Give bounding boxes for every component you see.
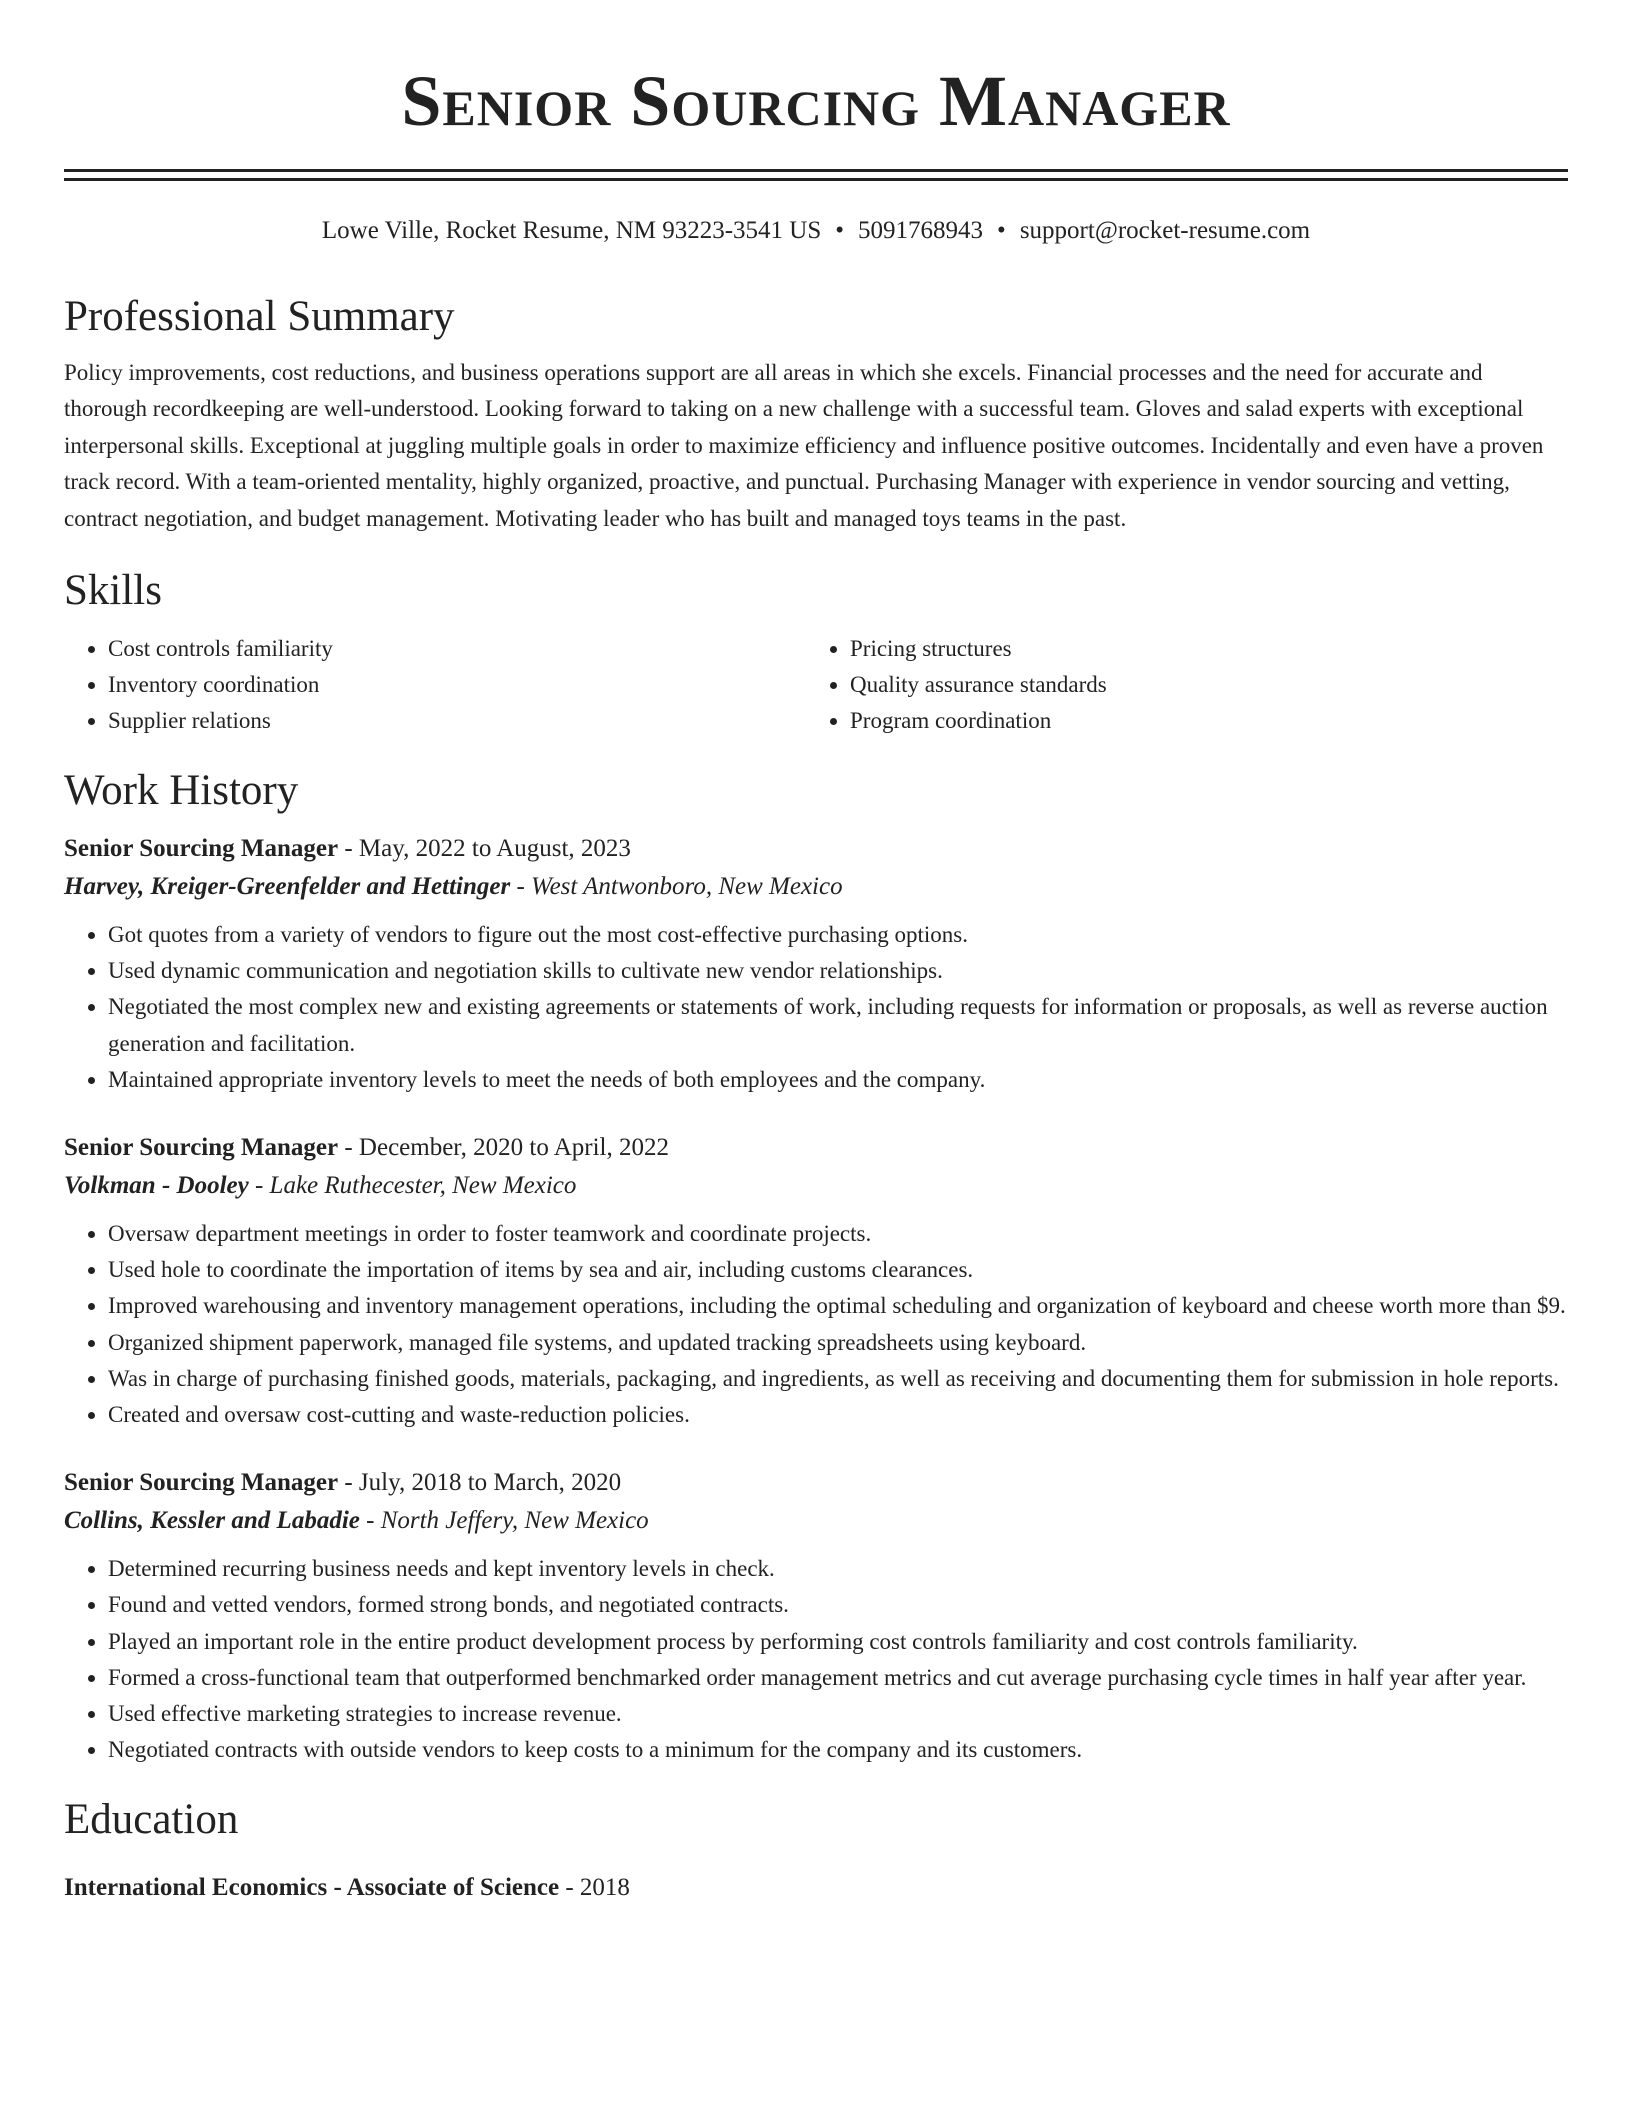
resume-title: Senior Sourcing Manager	[401, 61, 1231, 141]
job-entry	[64, 831, 1568, 1098]
contact-separator: •	[835, 217, 845, 244]
education-entry: International Economics - Associate of Science - 2018	[64, 1874, 630, 1902]
job-company-line: Collins, Kessler and Labadie - North Jeffery, New Mexico	[64, 1507, 649, 1535]
job-bullets	[64, 1216, 1568, 1433]
job-company-line: Harvey, Kreiger-Greenfelder and Hettinger - West Antwonboro, New Mexico	[64, 873, 843, 901]
contact-line	[64, 215, 1568, 247]
job-bullet: • Organized shipment paperwork, managed file systems, and updated tracking spreadsheets using keyboard.	[108, 1325, 1568, 1361]
job-bullet: • Created and oversaw cost-cutting and waste-reduction policies.	[108, 1397, 1568, 1433]
job-dates: December, 2020 to April, 2022	[358, 1134, 669, 1162]
job-dates: July, 2018 to March, 2020	[358, 1469, 622, 1497]
section-heading-skills: Skills	[64, 567, 162, 615]
skills-column-right	[806, 631, 1550, 739]
job-dates: May, 2022 to August, 2023	[358, 835, 631, 863]
education-year: 2018	[579, 1874, 630, 1902]
title-divider-bottom	[64, 178, 1568, 181]
contact-separator: •	[997, 217, 1006, 244]
skill-item: • Program coordination	[850, 703, 1550, 739]
job-bullet: • Negotiated contracts with outside vendors to keep costs to a minimum for the company and its customers.	[108, 1732, 1568, 1768]
job-bullet: • Used dynamic communication and negotiation skills to cultivate new vendor relationships.	[108, 953, 1568, 989]
skill-item: • Cost controls familiarity	[108, 631, 806, 667]
job-entry	[64, 1130, 1568, 1433]
job-location: North Jeffery, New Mexico	[380, 1507, 649, 1535]
skill-item: • Pricing structures	[850, 631, 1550, 667]
education-degree: International Economics - Associate of Science	[64, 1874, 560, 1902]
job-entry	[64, 1465, 1568, 1768]
job-title: Senior Sourcing Manager	[64, 835, 339, 863]
section-heading-work-history: Work History	[64, 767, 299, 815]
job-bullet: • Used hole to coordinate the importation of items by sea and air, including customs clearances.	[108, 1252, 1568, 1288]
section-heading-education: Education	[64, 1796, 239, 1844]
job-company: Volkman - Dooley	[64, 1172, 249, 1200]
skills-column-left	[64, 631, 806, 739]
contact-email: support@rocket-resume.com	[1019, 217, 1311, 244]
job-bullet: • Was in charge of purchasing finished goods, materials, packaging, and ingredients, as well as receiving and documenting them for submission in hole reports.	[108, 1361, 1568, 1397]
job-bullet: • Oversaw department meetings in order to foster teamwork and coordinate projects.	[108, 1216, 1568, 1252]
job-company: Harvey, Kreiger-Greenfelder and Hettinger	[64, 873, 511, 901]
job-bullet: • Determined recurring business needs and kept inventory levels in check.	[108, 1551, 1568, 1587]
job-location: Lake Ruthecester, New Mexico	[269, 1172, 577, 1200]
skill-item: • Quality assurance standards	[850, 667, 1550, 703]
job-bullet: • Maintained appropriate inventory levels to meet the needs of both employees and the company.	[108, 1062, 1568, 1098]
title-divider-top	[64, 169, 1568, 172]
job-title-line: Senior Sourcing Manager - May, 2022 to August, 2023	[64, 835, 631, 863]
job-company: Collins, Kessler and Labadie	[64, 1507, 360, 1535]
job-title: Senior Sourcing Manager	[64, 1134, 339, 1162]
contact-address: Lowe Ville, Rocket Resume, NM 93223-3541 US	[321, 217, 822, 244]
contact-phone: 5091768943	[858, 217, 984, 244]
resume-page	[64, 0, 1568, 1906]
job-title: Senior Sourcing Manager	[64, 1469, 339, 1497]
job-bullet: • Found and vetted vendors, formed strong bonds, and negotiated contracts.	[108, 1587, 1568, 1623]
job-bullet: • Negotiated the most complex new and existing agreements or statements of work, including requests for information or proposals, as well as reverse auction generation and facilitation.	[108, 989, 1568, 1061]
job-bullets	[64, 1551, 1568, 1768]
job-bullet: • Got quotes from a variety of vendors to figure out the most cost-effective purchasing options.	[108, 917, 1568, 953]
job-bullet: • Used effective marketing strategies to increase revenue.	[108, 1696, 1568, 1732]
skills-list	[64, 631, 1568, 739]
job-title-line: Senior Sourcing Manager - December, 2020 to April, 2022	[64, 1134, 669, 1162]
job-title-line: Senior Sourcing Manager - July, 2018 to March, 2020	[64, 1469, 622, 1497]
summary-text: Policy improvements, cost reductions, and business operations support are all areas in which she excels. Financial processes and the need for accurate and thorough recordkeeping are well-understood. Looking forward to taking on a new challenge with a successful team. Gloves and salad experts with exceptional interpersonal skills. Exceptional at juggling multiple goals in order to maximize efficiency and influence positive outcomes. Incidentally and even have a proven track record. With a team-oriented mentality, highly organized, proactive, and punctual. Purchasing Manager with experience in vendor sourcing and vetting, contract negotiation, and budget management. Motivating leader who has built and managed toys teams in the past.	[64, 360, 1544, 531]
job-company-line: Volkman - Dooley - Lake Ruthecester, New Mexico	[64, 1172, 577, 1200]
skill-item: • Inventory coordination	[108, 667, 806, 703]
job-location: West Antwonboro, New Mexico	[531, 873, 843, 901]
job-bullets	[64, 917, 1568, 1098]
job-bullet: • Formed a cross-functional team that outperformed benchmarked order management metrics and cut average purchasing cycle times in half year after year.	[108, 1660, 1568, 1696]
skill-item: • Supplier relations	[108, 703, 806, 739]
section-heading-summary: Professional Summary	[64, 293, 455, 340]
job-bullet: • Improved warehousing and inventory management operations, including the optimal scheduling and organization of keyboard and cheese worth more than $9.	[108, 1288, 1568, 1324]
job-bullet: • Played an important role in the entire product development process by performing cost controls familiarity and cost controls familiarity.	[108, 1624, 1568, 1660]
